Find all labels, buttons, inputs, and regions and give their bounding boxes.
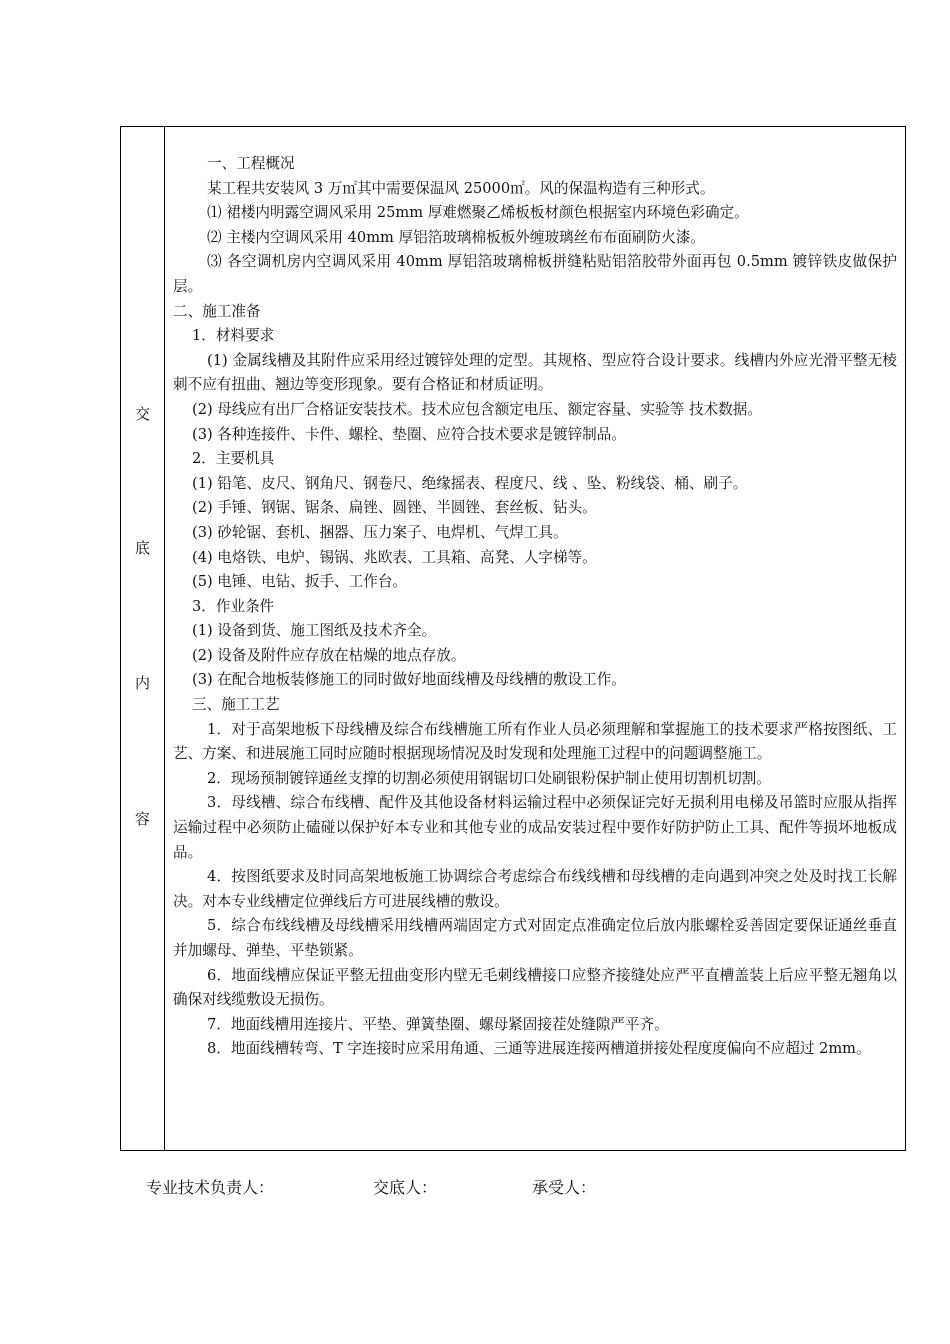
receiver-label: 承受人： xyxy=(532,1178,597,1197)
content-paragraph: ⑵ 主楼内空调风采用 40mm 厚铝箔玻璃棉板板外缠玻璃丝布布面刷防火漆。 xyxy=(207,228,705,246)
content-paragraph: 5．综合布线线槽及母线槽采用线槽两端固定方式对固定点准确定位后放内胀螺栓妥善固定要保证通丝垂直并加螺母、弹垫、平垫锁紧。 xyxy=(173,917,897,959)
content-paragraph: ⑶ 各空调机房内空调风采用 40mm 厚铝箔玻璃棉板拼缝粘贴铝箔胶带外面再包 0.5mm 镀锌铁皮做保护层。 xyxy=(173,253,897,295)
content-paragraph: 3．母线槽、综合布线槽、配件及其他设备材料运输过程中必须保证完好无损利用电梯及吊篮时应服从指挥运输过程中必须防止磕碰以保护好本专业和其他专业的成品安装过程中要作好防护防止工具、配件等损坏地板成品。 xyxy=(173,794,897,861)
content-paragraph: 1．对于高架地板下母线槽及综合布线槽施工所有作业人员必须理解和掌握施工的技术要求严格按图纸、工艺、方案、和进展施工同时应随时根据现场情况及时发现和处理施工过程中的问题调整施工。 xyxy=(173,720,897,763)
label-char: 交 xyxy=(134,405,150,423)
content-body xyxy=(173,152,897,1062)
label-column xyxy=(121,127,165,1150)
content-paragraph: (1) 铅笔、皮尺、钢角尺、钢卷尺、绝缘摇表、程度尺、线 、坠、粉线袋、桶、刷子。 xyxy=(192,474,748,492)
content-paragraph: 2．现场预制镀锌通丝支撑的切割必须使用钢锯切口处刷银粉保护制止使用切割机切割。 xyxy=(207,769,771,787)
content-paragraph: (2) 母线应有出厂合格证安装技术。技术应包含额定电压、额定容量、实验等 技术数据。 xyxy=(192,400,762,418)
content-paragraph: (1) 设备到货、施工图纸及技术齐全。 xyxy=(192,622,437,640)
content-paragraph: (3) 各种连接件、卡件、螺栓、垫圈、应符合技术要求是镀锌制品。 xyxy=(192,425,626,443)
presenter-label: 交底人： xyxy=(373,1178,438,1197)
label-char: 内 xyxy=(134,674,150,692)
content-paragraph: (1) 金属线槽及其附件应采用经过镀锌处理的定型。其规格、型应符合设计要求。线槽内外应光滑平整无棱刺不应有扭曲、翘边等变形现象。要有合格证和材质证明。 xyxy=(173,351,897,394)
disclosure-table xyxy=(120,126,906,1151)
content-paragraph: (5) 电锤、电钻、扳手、工作台。 xyxy=(192,573,408,591)
label-char: 容 xyxy=(134,810,150,828)
content-paragraph: (3) 砂轮锯、套机、捆器、压力案子、电焊机、气焊工具。 xyxy=(192,523,568,541)
content-paragraph: 三、施工工艺 xyxy=(192,696,280,714)
content-paragraph: (3) 在配合地板装修施工的同时做好地面线槽及母线槽的敷设工作。 xyxy=(192,671,626,689)
content-paragraph: 一、工程概况 xyxy=(207,155,295,172)
content-paragraph: 二、施工准备 xyxy=(173,302,261,320)
content-paragraph: (2) 手锤、钢锯、锯条、扁锉、圆锉、半圆锉、套丝板、钻头。 xyxy=(192,499,597,517)
label-char: 底 xyxy=(134,539,150,557)
content-paragraph: ⑴ 裙楼内明露空调风采用 25mm 厚难燃聚乙烯板板材颜色根据室内环境色彩确定。 xyxy=(207,204,749,222)
content-paragraph: 某工程共安装风 3 万㎡其中需要保温风 25000㎡。风的保温构造有三种形式。 xyxy=(207,179,715,197)
content-paragraph: 3．作业条件 xyxy=(192,597,275,615)
content-paragraph: 1．材料要求 xyxy=(192,327,275,345)
content-paragraph: 7．地面线槽用连接片、平垫、弹簧垫圈、螺母紧固接茬处缝隙严平齐。 xyxy=(207,1015,669,1033)
content-paragraph: 2．主要机具 xyxy=(192,450,275,468)
content-paragraph: 6．地面线槽应保证平整无扭曲变形内壁无毛刺线槽接口应整齐接缝处应严平直槽盖装上后应平整无翘角以确保对线缆敷设无损伤。 xyxy=(173,966,897,1009)
content-paragraph: 4．按图纸要求及时同高架地板施工协调综合考虑综合布线线槽和母线槽的走向遇到冲突之处及时找工长解决。对本专业线槽定位弹线后方可进展线槽的敷设。 xyxy=(173,868,897,910)
content-paragraph: (2) 设备及附件应存放在枯燥的地点存放。 xyxy=(192,646,466,664)
content-paragraph: 8．地面线槽转弯、T 字连接时应采用角通、三通等进展连接两槽道拼接处程度度偏向不应超过 2mm。 xyxy=(207,1040,871,1058)
content-paragraph: (4) 电烙铁、电炉、锡锅、兆欧表、工具箱、高凳、人字梯等。 xyxy=(192,548,597,566)
tech-lead-label: 专业技术负责人： xyxy=(146,1178,275,1197)
